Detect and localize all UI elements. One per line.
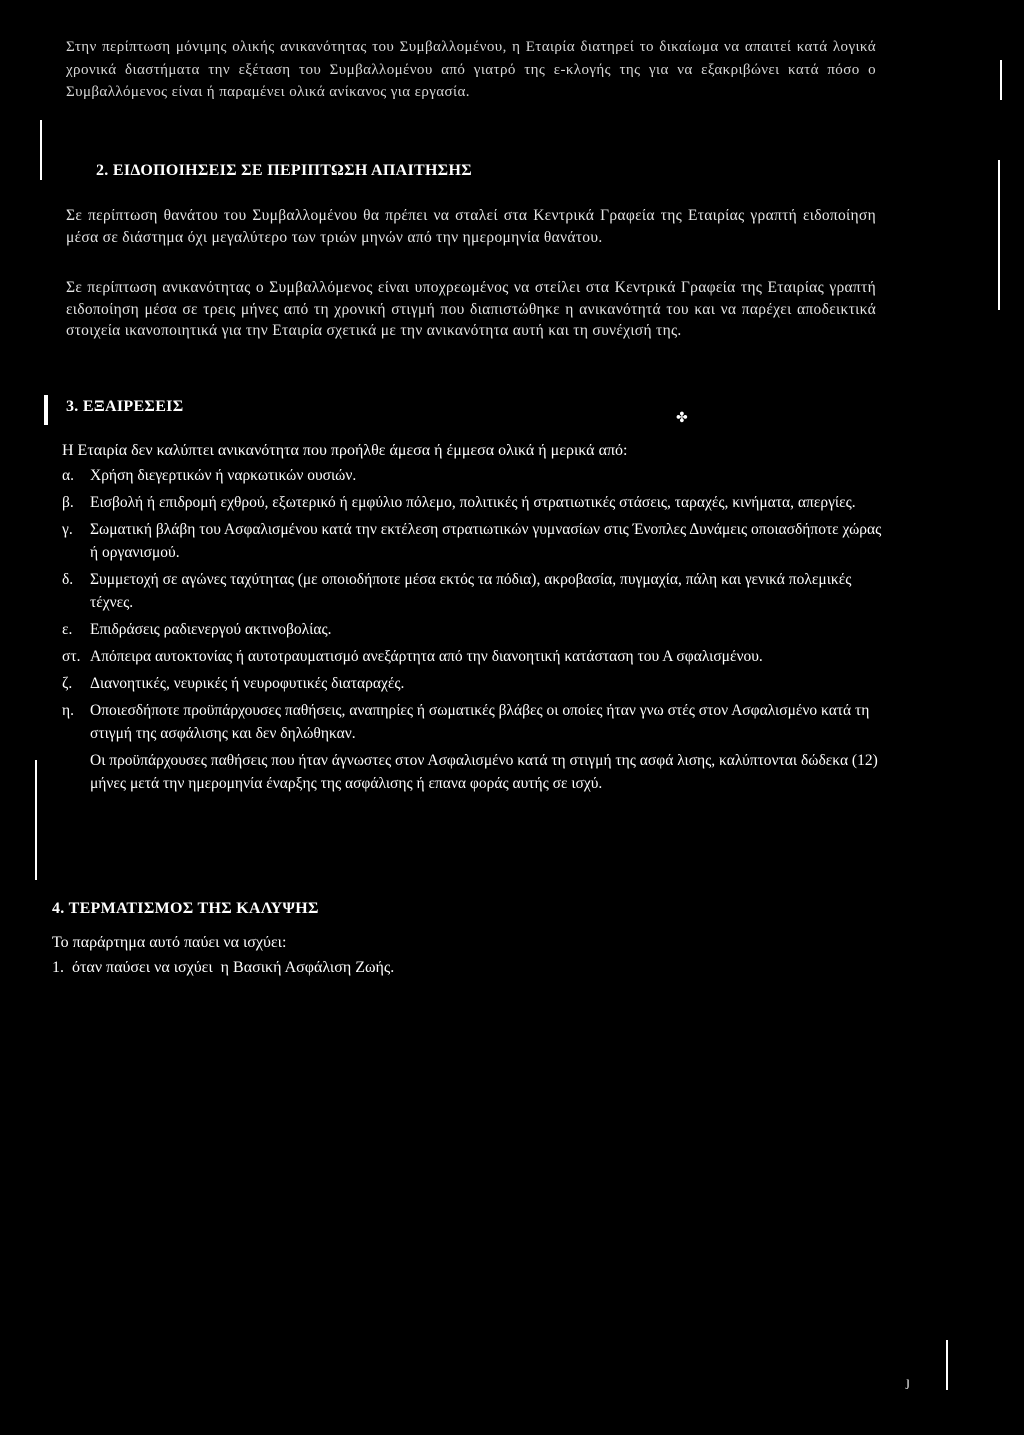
- section-2-paragraph-1: Σε περίπτωση θανάτου του Συμβαλλομένου θα πρέπει να σταλεί στα Κεντρικά Γραφεία της Εταιρίας γραπτή ειδοποίηση μέσα σε διάστημα όχι μεγαλύτερο των τριών μηνών από την ημερομηνία θανάτου.: [66, 207, 876, 246]
- list-item: δ. Συμμετοχή σε αγώνες ταχύτητας (με οποιοδήποτε μέσα εκτός τα πόδια), ακροβασία, πυγμαχία, πάλη και γενικά πολεμικές τέχνες.: [62, 571, 852, 611]
- list-item: στ. Απόπειρα αυτοκτονίας ή αυτοτραυματισμό ανεξάρτητα από την διανοητική κατάσταση του Α σφαλισμένου.: [62, 648, 763, 665]
- list-item: γ. Σωματική βλάβη του Ασφαλισμένου κατά την εκτέλεση στρατιωτικών γυμνασίων στις Ένοπλες Δυνάμεις οποιασδήποτε χώρας ή οργανισμού.: [62, 521, 882, 561]
- scan-speck-icon: ✤: [676, 411, 688, 426]
- scan-edge-line: [946, 1340, 948, 1390]
- list-item: η. Οποιεσδήποτε προϋπάρχουσες παθήσεις, αναπηρίες ή σωματικές βλάβες οι οποίες ήταν γνω στές στον Ασφαλισμένο κατά τη στιγμή της ασφάλισης και δεν δηλώθηκαν.: [62, 702, 870, 742]
- scan-edge-line: [40, 120, 42, 180]
- scan-speck-icon: ȷ: [906, 1375, 910, 1390]
- section-4-intro: Το παράρτημα αυτό παύει να ισχύει:: [52, 934, 287, 951]
- list-item: ζ. Διανοητικές, νευρικές ή νευροφυτικές διαταραχές.: [62, 675, 405, 692]
- section-2-heading: 2. ΕΙΔΟΠΟΙΗΣΕΙΣ ΣΕ ΠΕΡΙΠΤΩΣΗ ΑΠΑΙΤΗΣΗΣ: [96, 162, 472, 179]
- scan-edge-line: [35, 760, 37, 880]
- scan-edge-line: [44, 395, 48, 425]
- exclusions-list: [62, 464, 882, 795]
- list-item: ε. Επιδράσεις ραδιενεργού ακτινοβολίας.: [62, 621, 332, 638]
- section-3-intro: Η Εταιρία δεν καλύπτει ανικανότητα που προήλθε άμεσα ή έμμεσα ολικά ή μερικά από:: [62, 442, 628, 459]
- section-4-heading: 4. ΤΕΡΜΑΤΙΣΜΟΣ ΤΗΣ ΚΑΛΥΨΗΣ: [52, 900, 319, 917]
- section-2-paragraph-2: Σε περίπτωση ανικανότητας ο Συμβαλλόμενος είναι υποχρεωμένος να στείλει στα Κεντρικά Γραφεία της Εταιρίας γραπτή ειδοποίηση μέσα σε τρεις μήνες από τη χρονική στιγμή που διαπιστώθηκε η ανικανότητά του και να παρέχει αποδεικτικά στοιχεία ικανοποιητικά για την Εταιρία σχετικά με την ανικανότητα αυτή και τη συνέχισή της.: [66, 279, 876, 339]
- section-3-heading: 3. ΕΞΑΙΡΕΣΕΙΣ: [66, 398, 184, 415]
- scan-edge-line: [998, 160, 1000, 310]
- intro-paragraph: Στην περίπτωση μόνιμης ολικής ανικανότητας του Συμβαλλομένου, η Εταιρία διατηρεί το δικαίωμα να απαιτεί κατά λογικά χρονικά διαστήματα την εξέταση του Συμβαλλομένου από γιατρό της ε-κλογής της για να εξακριβώνει κατά πόσο ο Συμβαλλόμενος είναι ή παραμένει ολικά ανίκανος για εργασία.: [66, 39, 876, 100]
- scan-edge-line: [1000, 60, 1002, 100]
- list-item: α. Χρήση διεγερτικών ή ναρκωτικών ουσιών.: [62, 467, 357, 484]
- preexisting-note: Οι προϋπάρχουσες παθήσεις που ήταν άγνωστες στον Ασφαλισμένο κατά τη στιγμή της ασφά λισης, καλύπτονται δώδεκα (12) μήνες μετά την ημερομηνία έναρξης της ασφάλισης ή επανα φοράς αυτής σε ισχύ.: [90, 752, 878, 792]
- section-4-item-1: 1. όταν παύσει να ισχύει η Βασική Ασφάλιση Ζωής.: [52, 959, 395, 976]
- list-item: β. Εισβολή ή επιδρομή εχθρού, εξωτερικό ή εμφύλιο πόλεμο, πολιτικές ή στρατιωτικές στάσεις, ταραχές, κινήματα, απεργίες.: [62, 494, 856, 511]
